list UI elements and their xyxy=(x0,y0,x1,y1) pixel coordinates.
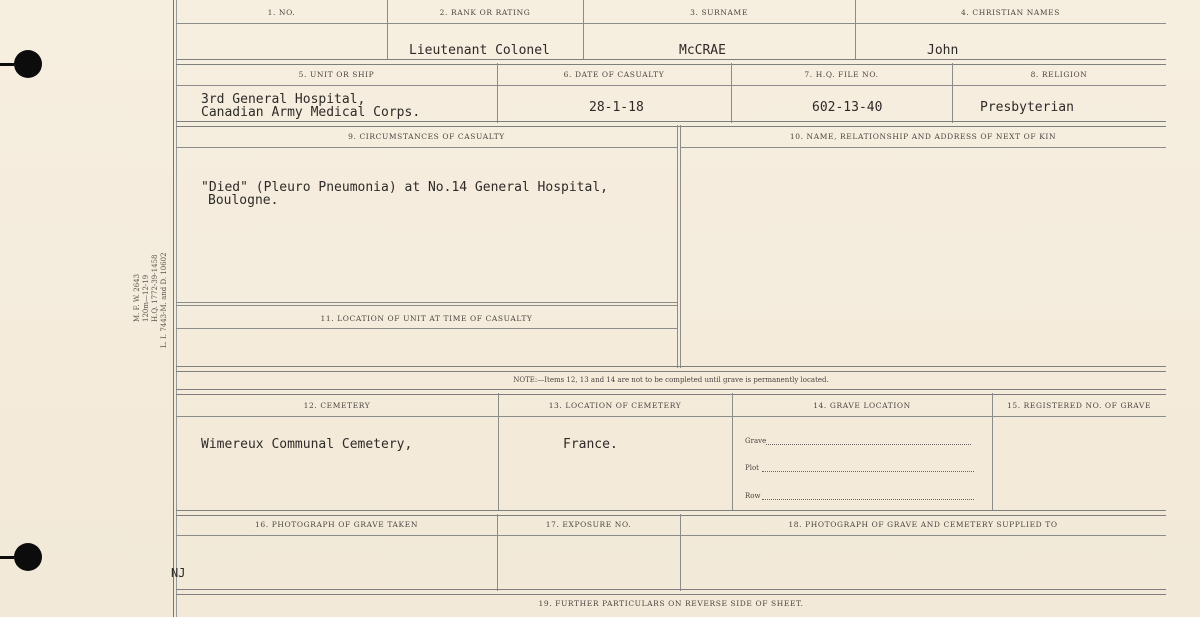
label-unit: 5. UNIT OR SHIP xyxy=(298,70,375,79)
row1-label-line xyxy=(176,23,1166,24)
note-text: NOTE:—Items 12, 13 and 14 are not to be completed until grave is permanently located. xyxy=(513,376,829,384)
label-next-of-kin: 10. NAME, RELATIONSHIP AND ADDRESS OF NEXT OF KIN xyxy=(789,132,1057,141)
value-religion: Presbyterian xyxy=(980,100,1074,115)
row5-label-line xyxy=(176,535,1166,536)
row3-label-line-right xyxy=(680,147,1166,148)
location-unit-top-rule-2 xyxy=(176,305,677,306)
location-unit-top-rule xyxy=(176,302,677,303)
form-print-line-4: L. I. 7443-M. and D. 10602 xyxy=(160,252,168,348)
grave-field-label: Grave xyxy=(745,437,767,445)
value-date-of-casualty: 28-1-18 xyxy=(589,100,644,115)
plot-field-label: Plot xyxy=(745,464,759,472)
divider xyxy=(992,393,993,510)
value-circumstances-line1: "Died" (Pleuro Pneumonia) at No.14 General Hospital, xyxy=(201,180,608,195)
value-rank: Lieutenant Colonel xyxy=(409,43,550,58)
row3-label-line xyxy=(176,147,677,148)
label-religion: 8. RELIGION xyxy=(1030,70,1088,79)
divider xyxy=(677,125,678,368)
label-circumstances: 9. CIRCUMSTANCES OF CASUALTY xyxy=(348,132,505,141)
value-cemetery: Wimereux Communal Cemetery, xyxy=(201,437,413,452)
label-exposure-no: 17. EXPOSURE NO. xyxy=(545,520,632,529)
label-location-of-unit: 11. LOCATION OF UNIT AT TIME OF CASUALTY xyxy=(320,314,533,323)
punch-hole-top-notch xyxy=(0,63,14,66)
row4-top-rule xyxy=(176,389,1166,395)
row2-label-line xyxy=(176,85,1166,86)
label-registered-no: 15. REGISTERED NO. OF GRAVE xyxy=(1006,401,1152,410)
label-location-of-cemetery: 13. LOCATION OF CEMETERY xyxy=(548,401,682,410)
value-location-of-cemetery: France. xyxy=(563,437,618,452)
label-no: 1. NO. xyxy=(267,8,296,17)
label-photograph-supplied: 18. PHOTOGRAPH OF GRAVE AND CEMETERY SUPPLIED TO xyxy=(788,520,1058,529)
plot-field-line xyxy=(762,471,974,472)
value-christian-names: John xyxy=(927,43,959,58)
grave-field-line xyxy=(766,444,971,445)
form-print-line-1: M. F. W. 2643 xyxy=(133,273,141,322)
row4-bottom-rule xyxy=(176,510,1166,516)
punch-hole-bottom xyxy=(14,543,42,571)
row3-bottom-rule xyxy=(176,366,1166,372)
value-hq-file-no: 602-13-40 xyxy=(812,100,883,115)
label-grave-location: 14. GRAVE LOCATION xyxy=(813,401,911,410)
row-field-label: Row xyxy=(745,492,761,500)
row1-bottom-rule xyxy=(176,59,1166,65)
row5-bottom-rule xyxy=(176,589,1166,595)
value-circumstances-line2: Boulogne. xyxy=(208,193,279,208)
label-date-of-casualty: 6. DATE OF CASUALTY xyxy=(563,70,665,79)
label-further-particulars: 19. FURTHER PARTICULARS ON REVERSE SIDE OF SHEET. xyxy=(538,599,804,608)
row-field-line xyxy=(762,499,974,500)
label-photograph-taken: 16. PHOTOGRAPH OF GRAVE TAKEN xyxy=(255,520,418,529)
form-print-line-3: H.Q. 1772-39-1458 xyxy=(151,254,159,322)
value-unit-line1: 3rd General Hospital, xyxy=(201,92,366,107)
row4-label-line xyxy=(176,416,1166,417)
divider xyxy=(680,125,681,368)
row2-bottom-rule xyxy=(176,121,1166,127)
handwritten-initials: NJ xyxy=(171,566,186,580)
label-hq-file-no: 7. H.Q. FILE NO. xyxy=(804,70,879,79)
value-surname: McCRAE xyxy=(679,43,726,58)
label-cemetery: 12. CEMETERY xyxy=(303,401,371,410)
left-margin-border xyxy=(173,0,174,617)
form-print-line-2: 120m—12-19 xyxy=(142,274,150,322)
label-surname: 3. SURNAME xyxy=(690,8,748,17)
location-unit-label-line xyxy=(176,328,677,329)
label-rank: 2. RANK OR RATING xyxy=(439,8,531,17)
value-unit-line2: Canadian Army Medical Corps. xyxy=(201,105,421,120)
divider xyxy=(498,393,499,510)
label-christian-names: 4. CHRISTIAN NAMES xyxy=(961,8,1060,17)
punch-hole-bottom-notch xyxy=(0,556,14,559)
divider xyxy=(732,393,733,510)
punch-hole-top xyxy=(14,50,42,78)
